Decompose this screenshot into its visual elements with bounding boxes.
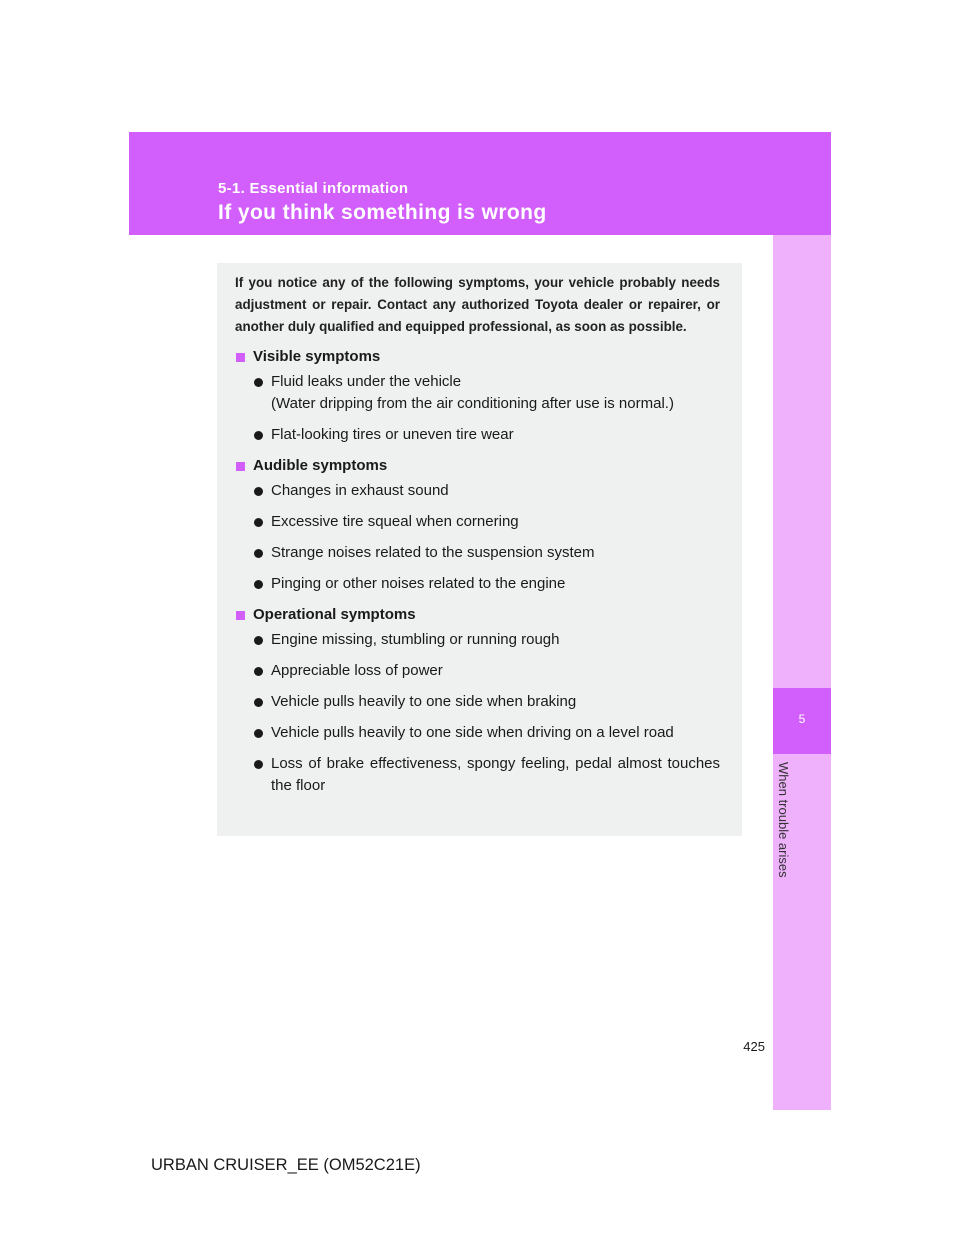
bullet-icon [254,760,263,769]
list-item-text: Changes in exhaust sound [271,482,449,499]
list-item-text: Flat-looking tires or uneven tire wear [271,426,514,443]
list-item [235,691,720,713]
list-item [235,424,720,446]
bullet-icon [254,667,263,676]
list-item-text: Engine missing, stumbling or running rough [271,631,560,648]
list-item [235,753,720,797]
list-item-text: Vehicle pulls heavily to one side when driving on a level road [271,724,674,741]
list-item-text: Pinging or other noises related to the engine [271,575,566,592]
group-title-text: Audible symptoms [253,457,388,474]
bullet-icon [254,518,263,527]
chapter-title: When trouble arises [776,762,791,878]
bullet-icon [254,487,263,496]
square-icon [236,353,245,362]
list-item [235,573,720,595]
list-item-text: Fluid leaks under the vehicle [271,373,462,390]
group-title [235,604,720,626]
list-item-text: Excessive tire squeal when cornering [271,513,519,530]
chapter-number: 5 [798,712,806,726]
symptom-groups [235,346,720,797]
bullet-icon [254,378,263,387]
group-title-text: Visible symptoms [253,348,381,365]
section-label: 5-1. Essential information [218,180,409,197]
symptoms-panel [217,263,742,836]
symptom-list [235,480,720,595]
bullet-icon [254,636,263,645]
group-title [235,346,720,368]
group-title-text: Operational symptoms [253,606,416,623]
intro-text: If you notice any of the following symptoms, your vehicle probably needs adjustment or repair. Contact any authorized Toyota dealer or repairer, or another duly qualified and equipped professional, as soon as possible. [235,275,720,334]
list-item-note: (Water dripping from the air conditioning after use is normal.) [271,395,674,412]
square-icon [236,462,245,471]
list-item-text: Appreciable loss of power [271,662,443,679]
list-item-text: Vehicle pulls heavily to one side when braking [271,693,577,710]
page-number: 425 [743,1039,765,1054]
list-item [235,542,720,564]
list-item-text: Loss of brake effectiveness, spongy feeling, pedal almost touches the floor [271,755,720,794]
bullet-icon [254,729,263,738]
list-item [235,629,720,651]
list-item [235,722,720,744]
symptom-list [235,371,720,446]
list-item [235,371,720,415]
list-item [235,660,720,682]
page-title: If you think something is wrong [218,201,547,224]
group-title [235,455,720,477]
footer-code: URBAN CRUISER_EE (OM52C21E) [151,1156,421,1174]
list-item [235,480,720,502]
bullet-icon [254,580,263,589]
bullet-icon [254,431,263,440]
bullet-icon [254,698,263,707]
list-item-text: Strange noises related to the suspension system [271,544,595,561]
list-item [235,511,720,533]
symptom-list [235,629,720,797]
square-icon [236,611,245,620]
chapter-side-strip [773,235,831,1110]
bullet-icon [254,549,263,558]
